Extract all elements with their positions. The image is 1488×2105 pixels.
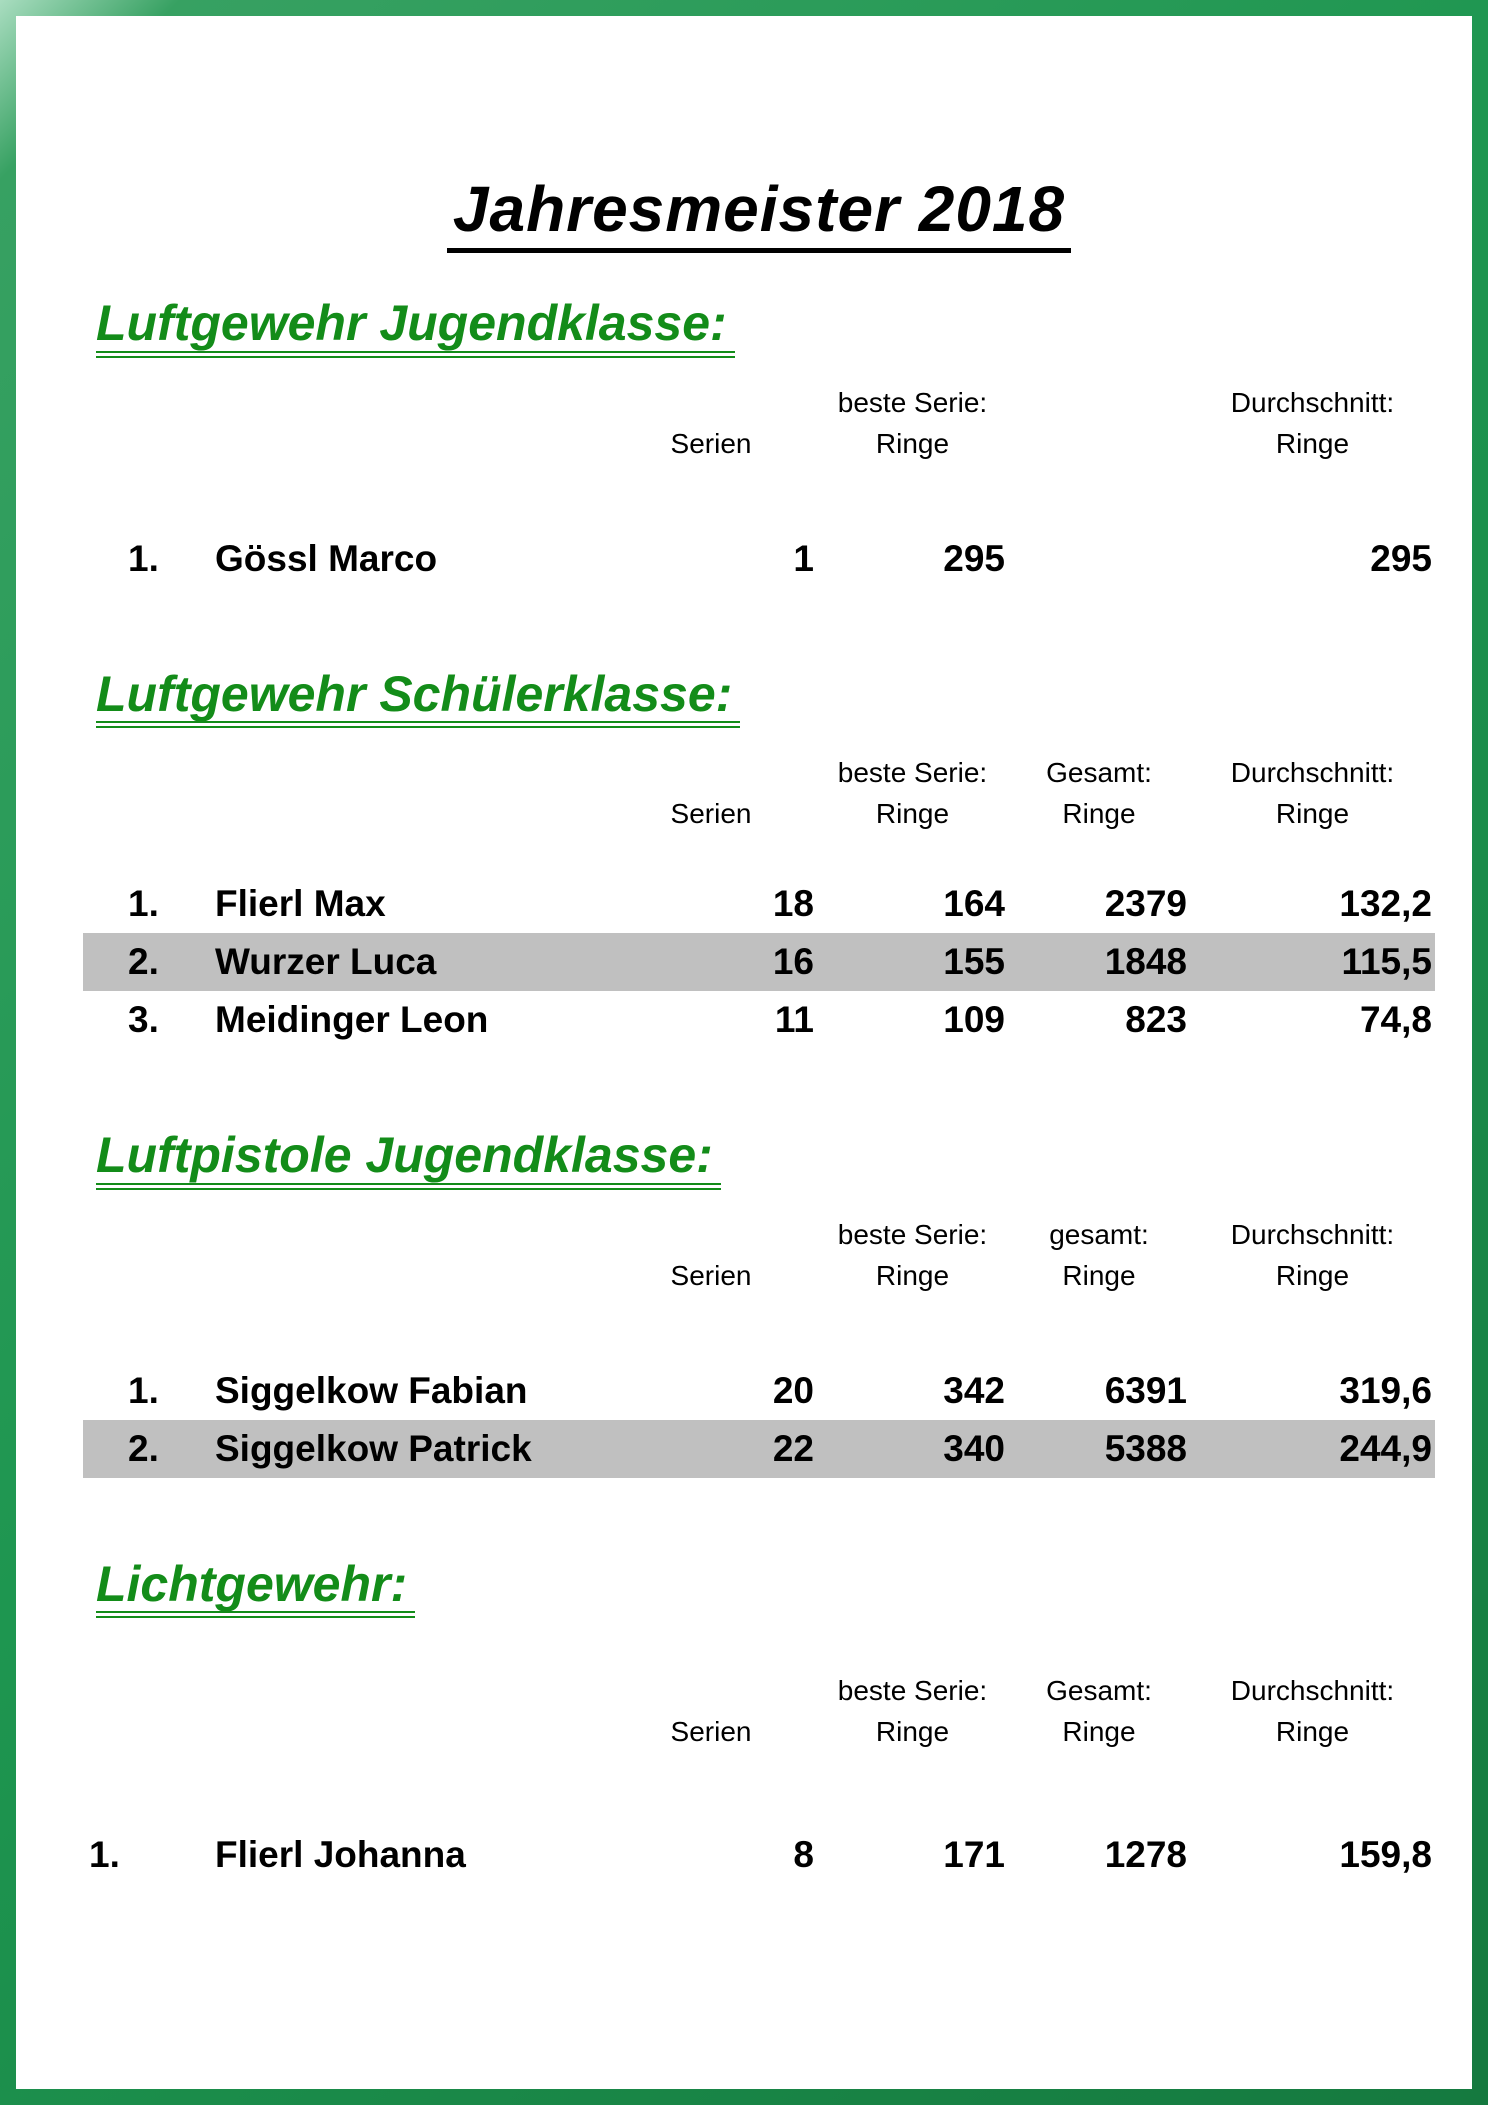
durchschnitt-cell: 74,8 [1359,999,1432,1041]
table-row [83,933,1435,991]
results-table-luftpistole-jugendklasse [83,1210,1435,1478]
col-header-ringe-beste: Ringe [875,427,950,459]
col-header-ringe-gesamt: Ringe [1062,1716,1136,1748]
rank-cell: 3. [128,999,159,1041]
col-header-serien: Serien [670,798,752,830]
beste-serie-cell: 340 [943,1427,1005,1469]
col-header-gesamt: Gesamt: [1046,1675,1152,1707]
col-header-beste-serie: beste Serie: [837,1218,988,1250]
table-row [83,1826,1435,1884]
col-header-gesamt: gesamt: [1049,1218,1149,1250]
beste-serie-cell: 164 [943,883,1005,925]
gesamt-cell: 5388 [1104,1427,1187,1469]
beste-serie-cell: 155 [943,941,1005,983]
column-header-row-2 [83,419,1435,460]
results-table-luftgewehr-jugendklasse [83,378,1435,588]
col-header-gesamt [1008,378,1190,419]
title-row [83,174,1435,253]
col-header-ringe-beste: Ringe [875,1716,950,1748]
serien-cell: 22 [772,1427,814,1469]
column-header-row-2 [83,1707,1435,1748]
col-header-beste-serie: beste Serie: [837,757,988,789]
column-header-row-2 [83,1251,1435,1292]
durchschnitt-cell: 115,5 [1341,941,1432,983]
section-heading-luftpistole-jugendklasse: Luftpistole Jugendklasse: [96,1129,1435,1190]
col-header-ringe-durchschnitt: Ringe [1275,427,1350,459]
page-title: Jahresmeister 2018 [447,174,1071,253]
rank-cell: 1. [128,1369,159,1411]
serien-cell: 11 [774,999,814,1041]
results-table-luftgewehr-schuelerklasse [83,748,1435,1049]
col-header-serien: Serien [670,1259,752,1291]
col-header-beste-serie: beste Serie: [837,386,988,418]
col-header-ringe-gesamt [1008,419,1190,460]
beste-serie-cell: 342 [943,1369,1005,1411]
section-heading-luftgewehr-schuelerklasse: Luftgewehr Schülerklasse: [96,668,1435,729]
gesamt-cell: 1278 [1104,1834,1187,1876]
gesamt-cell [1008,530,1190,588]
name-cell: Flierl Max [215,883,386,925]
durchschnitt-cell: 319,6 [1339,1369,1432,1411]
section-heading-luftgewehr-jugendklasse: Luftgewehr Jugendklasse: [96,297,1435,358]
col-header-ringe-beste: Ringe [875,1259,950,1291]
beste-serie-cell: 171 [943,1834,1005,1876]
durchschnitt-cell: 295 [1370,537,1432,579]
table-row [83,1420,1435,1478]
serien-cell: 8 [793,1834,814,1876]
rank-cell: 2. [128,941,159,983]
col-header-ringe-durchschnitt: Ringe [1275,1716,1350,1748]
column-header-row-1 [83,748,1435,789]
name-cell: Gössl Marco [215,537,438,579]
table-row [83,875,1435,933]
table-row [83,530,1435,588]
serien-cell: 18 [772,883,814,925]
gesamt-cell: 6391 [1104,1369,1187,1411]
col-header-gesamt: Gesamt: [1046,757,1152,789]
col-header-ringe-beste: Ringe [875,798,950,830]
col-header-serien: Serien [670,1716,752,1748]
beste-serie-cell: 295 [943,537,1005,579]
col-header-durchschnitt: Durchschnitt: [1230,1675,1395,1707]
durchschnitt-cell: 244,9 [1339,1427,1432,1469]
col-header-durchschnitt: Durchschnitt: [1230,386,1395,418]
durchschnitt-cell: 132,2 [1339,883,1432,925]
document-sheet [16,16,1472,2089]
column-header-row-1 [83,1210,1435,1251]
spacer-row [83,1292,1435,1362]
rank-cell: 1. [128,537,159,579]
gesamt-cell: 823 [1125,999,1187,1041]
section-heading-lichtgewehr: Lichtgewehr: [96,1558,1435,1619]
name-cell: Siggelkow Fabian [215,1369,528,1411]
col-header-durchschnitt: Durchschnitt: [1230,757,1395,789]
spacer-row [83,1748,1435,1826]
serien-cell: 16 [772,941,814,983]
name-cell: Wurzer Luca [215,941,437,983]
col-header-ringe-durchschnitt: Ringe [1275,798,1350,830]
rank-cell: 1. [89,1834,120,1876]
spacer-row [83,460,1435,530]
col-header-ringe-durchschnitt: Ringe [1275,1259,1350,1291]
name-cell: Meidinger Leon [215,999,489,1041]
column-header-row-1 [83,1666,1435,1707]
durchschnitt-cell: 159,8 [1339,1834,1432,1876]
col-header-beste-serie: beste Serie: [837,1675,988,1707]
column-header-row-2 [83,789,1435,830]
column-header-row-1 [83,378,1435,419]
serien-cell: 1 [793,537,814,579]
name-cell: Siggelkow Patrick [215,1427,532,1469]
col-header-ringe-gesamt: Ringe [1062,1259,1136,1291]
col-header-ringe-gesamt: Ringe [1062,798,1136,830]
name-cell: Flierl Johanna [215,1834,466,1876]
rank-cell: 2. [128,1427,159,1469]
results-table-lichtgewehr [83,1666,1435,1884]
table-row [83,991,1435,1049]
serien-cell: 20 [772,1369,814,1411]
gesamt-cell: 2379 [1104,883,1187,925]
rank-cell: 1. [128,883,159,925]
spacer-row [83,830,1435,875]
table-row [83,1362,1435,1420]
col-header-durchschnitt: Durchschnitt: [1230,1218,1395,1250]
beste-serie-cell: 109 [943,999,1005,1041]
col-header-serien: Serien [670,427,752,459]
gesamt-cell: 1848 [1104,941,1187,983]
